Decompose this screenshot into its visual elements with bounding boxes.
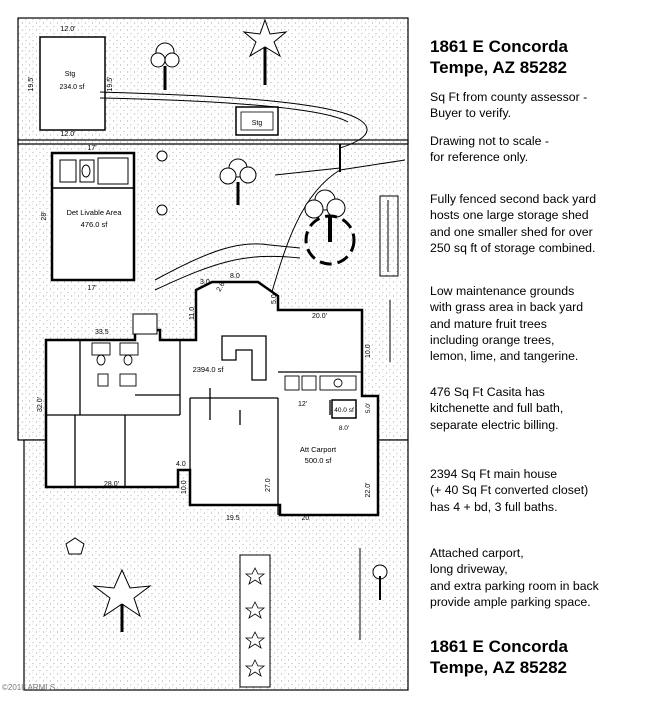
note-line: Buyer to verify.: [430, 106, 512, 121]
small-shed-name: Stg: [251, 120, 263, 127]
storage-shed-dim-bottom: 12.0': [60, 131, 76, 138]
note-parking: [430, 545, 642, 610]
note-line: lemon, lime, and tangerine.: [430, 349, 579, 364]
dim-11: 11.0: [189, 306, 196, 320]
storage-shed-dim-top: 12.0': [60, 26, 76, 33]
dim-3: 3.0: [200, 279, 210, 286]
note-line: Low maintenance grounds: [430, 284, 575, 298]
closet-dim-side: 5.0': [365, 402, 372, 414]
address-bottom: [430, 636, 568, 678]
main-house-area: 2394.0 sf: [192, 365, 224, 374]
dim-10: 10.0: [365, 344, 372, 358]
note-line: 476 Sq Ft Casita has: [430, 385, 545, 399]
note-line: separate electric billing.: [430, 417, 559, 432]
note-grounds: [430, 283, 642, 364]
note-line: hosts one large storage shed: [430, 208, 589, 223]
note-line: (+ 40 Sq Ft converted closet): [430, 483, 589, 498]
dim-4: 4.0: [176, 461, 186, 468]
note-line: Drawing not to scale -: [430, 134, 549, 148]
dim-28: 28.0': [104, 481, 119, 488]
note-line: 250 sq ft of storage combined.: [430, 240, 596, 255]
carport-dim-bottom: 20': [301, 515, 311, 522]
note-line: long driveway,: [430, 562, 508, 577]
note-line: kitchenette and full bath,: [430, 401, 564, 416]
storage-shed-area: 234.0 sf: [59, 84, 85, 91]
note-line: and one smaller shed for over: [430, 224, 593, 239]
casita-dim-left: 28': [41, 211, 48, 221]
note-line: Sq Ft from county assessor -: [430, 90, 588, 104]
dim-10b: 10.0: [181, 480, 188, 494]
address-top: [430, 36, 568, 78]
casita-name: Det Livable Area: [66, 208, 122, 217]
armls-watermark: ©2018 ARMLS: [2, 683, 56, 692]
note-line: for reference only.: [430, 150, 529, 165]
note-line: Attached carport,: [430, 546, 524, 560]
note-line: 2394 Sq Ft main house: [430, 467, 558, 481]
storage-shed-dim-left: 19.5': [28, 76, 35, 92]
casita-dim-top: 17': [87, 145, 97, 152]
note-line: and mature fruit trees: [430, 316, 547, 331]
dim-32: 32.0': [37, 397, 44, 412]
note-casita: [430, 384, 642, 433]
note-line: provide ample parking space.: [430, 594, 591, 609]
note-scale: [430, 133, 642, 166]
dim-12: 12': [298, 401, 308, 408]
note-line: with grass area in back yard: [430, 300, 584, 315]
carport-name: Att Carport: [299, 445, 337, 454]
dim-8: 8.0: [230, 273, 240, 280]
closet-dim: 8.0': [338, 425, 350, 432]
dim-19-5: 19.5: [226, 515, 240, 522]
address-bottom-line2: Tempe, AZ 85282: [430, 658, 568, 677]
address-top-line1: 1861 E Concorda: [430, 37, 568, 56]
note-assessor: [430, 89, 642, 122]
dim-33-5: 33.5: [95, 329, 109, 336]
dim-5: 5.0: [271, 294, 278, 304]
dim-27: 27.0: [265, 478, 272, 492]
casita-area: 476.0 sf: [80, 220, 108, 229]
dim-20: 20.0': [312, 313, 327, 320]
carport-dim-side: 22.0': [365, 482, 372, 498]
casita-dim-bottom: 17': [87, 285, 97, 292]
carport-area: 500.0 sf: [304, 456, 332, 465]
address-top-line2: Tempe, AZ 85282: [430, 58, 568, 77]
note-line: Fully fenced second back yard: [430, 192, 597, 206]
note-backyard: [430, 191, 642, 256]
note-main-house: [430, 466, 642, 515]
note-line: including orange trees,: [430, 332, 555, 347]
closet-area: 40.0 sf: [334, 407, 354, 414]
storage-shed-dim-right: 19.5': [107, 76, 114, 92]
note-line: has 4 + bd, 3 full baths.: [430, 499, 558, 514]
note-line: and extra parking room in back: [430, 578, 599, 593]
storage-shed-name: Stg: [64, 71, 76, 78]
address-bottom-line1: 1861 E Concorda: [430, 637, 568, 656]
dim-2-6: 2.6: [215, 281, 227, 293]
